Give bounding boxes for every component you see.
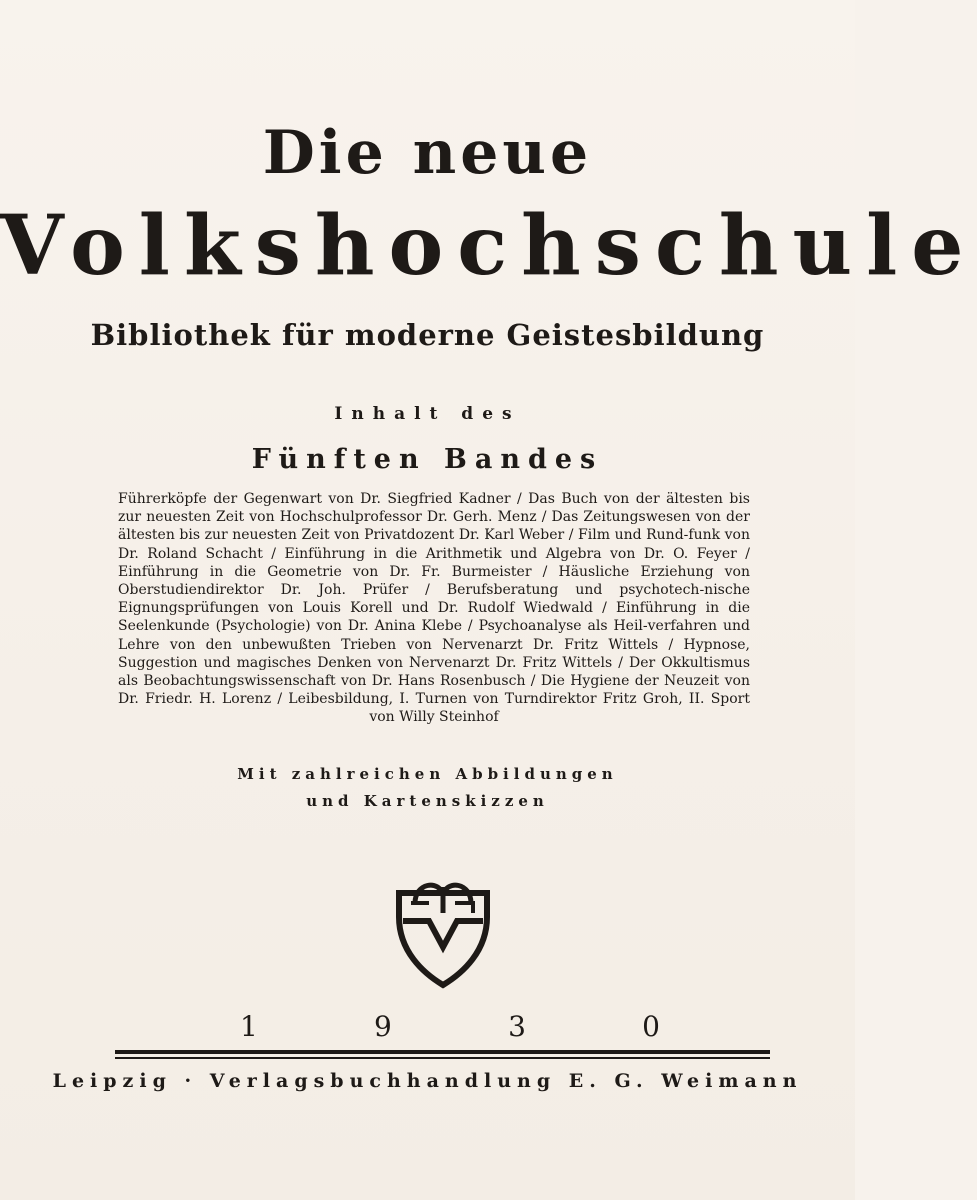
publisher-imprint: Leipzig · Verlagsbuchhandlung E. G. Weimann xyxy=(52,1070,803,1092)
contents-heading-small: Inhalt des xyxy=(334,404,521,424)
series-subtitle: Bibliothek für moderne Geistesbildung xyxy=(90,318,765,352)
divider-thin xyxy=(115,1057,770,1059)
publisher-shield-icon xyxy=(393,873,493,989)
illustrations-note-line-1: Mit zahlreichen Abbildungen xyxy=(237,765,618,783)
year-digit: 1 xyxy=(240,1010,258,1043)
contents-heading-volume: Fünften Bandes xyxy=(251,444,604,475)
year-digit: 0 xyxy=(642,1010,660,1043)
divider-thick xyxy=(115,1050,770,1054)
contents-list-text: Führerköpfe der Gegenwart von Dr. Siegfried Kadner / Das Buch von der ältesten bis zur neuesten Zeit von Hochschulprofessor Dr. Gerh. Menz / Das Zeitungswesen von der ältesten bis zur neuesten Zeit von Privatdozent Dr. Karl Weber / Film und Rund-funk von Dr. Roland Schacht / Einführung in die Arithmetik und Algebra von Dr. O. Feyer / Einführung in die Geometrie von Dr. Fr. Burmeister / Häusliche Erziehung von Oberstudiendirektor Dr. Joh. Prüfer / Berufsberatung und psychotech-nische Eignungsprüfungen von Louis Korell und Dr. Rudolf Wiedwald / Einführung in die Seelenkunde (Psychologie) von Dr. Anina Klebe / Psychoanalyse als Heil-verfahren und Lehre von den unbewußten Trieben von Nervenarzt Dr. Fritz Wittels / Hypnose, Suggestion und magisches Denken von Nervenarzt Dr. Fritz Wittels / Der Okkultismus als Beobachtungswissenschaft von Dr. Hans Rosenbusch / Die Hygiene der Neuzeit von Dr. Friedr. H. Lorenz / Leibesbildung, I. Turnen von Turndirektor Fritz Groh, II. Sport von Willy Steinhof xyxy=(118,491,750,726)
year-digit: 3 xyxy=(508,1010,526,1043)
illustrations-note-line-2: und Kartenskizzen xyxy=(306,792,549,810)
publication-year xyxy=(240,1010,660,1043)
title-line-2: Volkshochschule xyxy=(0,198,977,294)
year-digit: 9 xyxy=(374,1010,392,1043)
title-line-1: Die neue xyxy=(262,118,593,188)
